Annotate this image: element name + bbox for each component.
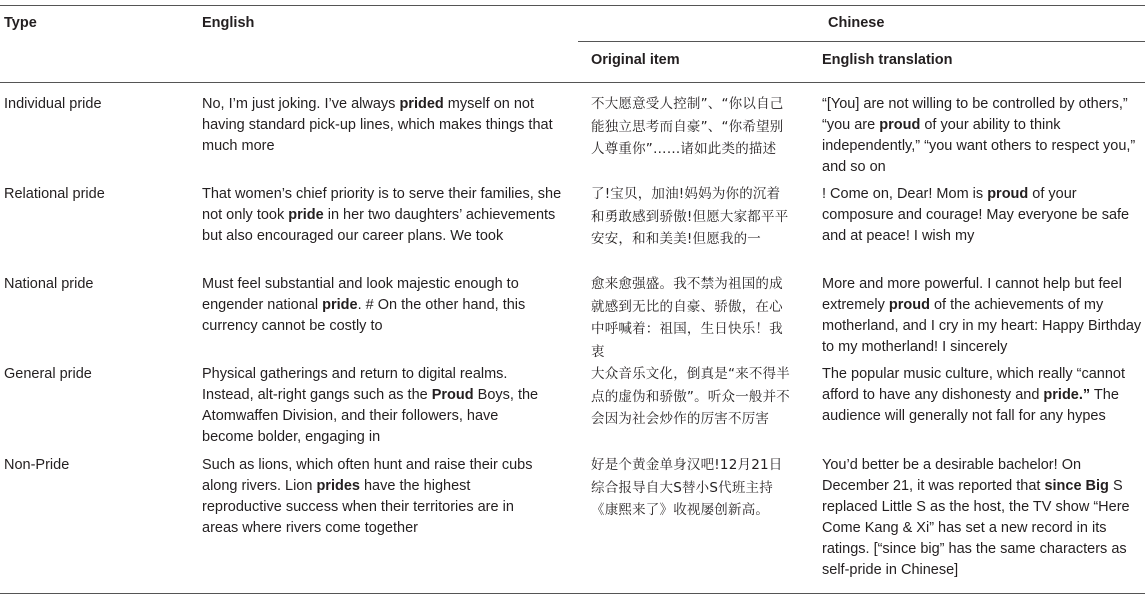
row-5-english-text: Such as lions, which often hunt and raise their cubs along rivers. Lion: [202, 457, 533, 494]
row-1-translation: [822, 94, 1142, 178]
header-english: English: [202, 15, 255, 31]
row-5-english: [202, 455, 542, 539]
row-2-translation: [822, 184, 1140, 247]
row-4-translation: [822, 364, 1144, 427]
row-3-type: National pride: [4, 276, 94, 292]
row-2-english-keyword: pride: [288, 207, 324, 223]
row-2-original: 了!宝贝，加油!妈妈为你的沉着和勇敢感到骄傲!但愿大家都平平安安，和和美美!但愿我的一: [591, 186, 789, 247]
row-4-original: 大众音乐文化，倒真是“来不得半点的虚伪和骄傲”。听众一般并不会因为社会炒作的厉害不厉害: [591, 366, 790, 427]
top-rule: [0, 5, 1145, 6]
row-3-english: [202, 274, 564, 337]
row-3-original: 愈来愈强盛。我不禁为祖国的成就感到无比的自豪、骄傲，在心中呼喊着：祖国，生日快乐！我衷: [591, 276, 783, 360]
row-1-type: Individual pride: [4, 96, 102, 112]
row-5-type: Non-Pride: [4, 457, 70, 473]
row-3-translation-text-tail: of the achievements of my motherland, and I cry in my heart: Happy Birthday to my motherland! I sincerely: [822, 297, 1142, 355]
chinese-subheader-rule: [578, 41, 1145, 42]
row-3-english-text: Must feel substantial and look majestic enough to engender national: [202, 276, 519, 313]
row-5-translation-keyword: since Big: [1044, 478, 1109, 494]
row-3-translation-keyword: proud: [888, 297, 930, 313]
row-5-original: 好是个黄金单身汉吧!12月21日综合报导自大S替小S代班主持《康熙来了》收视屡创新高。: [591, 457, 783, 518]
header-chinese: Chinese: [828, 15, 885, 31]
row-1-translation-text: “[You] are not willing to be controlled by others,” “you are: [822, 96, 1128, 133]
row-1-translation-keyword: proud: [879, 117, 921, 133]
row-2-english: [202, 184, 564, 247]
header-type: Type: [4, 15, 37, 31]
row-2-translation-text: ! Come on, Dear! Mom is: [822, 186, 988, 202]
header-english-translation: English translation: [822, 52, 953, 68]
row-2-translation-text-tail: of your composure and courage! May everyone be safe and at peace! I wish my: [822, 186, 1130, 244]
row-4-type: General pride: [4, 366, 92, 382]
row-5-translation-text-tail: S replaced Little S as the host, the TV show “Here Come Kang & Xi” has set a new record in its ratings. [“since big” has the same characters as self-pride in Chinese]: [822, 478, 1130, 578]
row-4-english-text: Physical gatherings and return to digital realms. Instead, alt-right gangs such as the: [202, 366, 508, 403]
bottom-rule: [0, 593, 1145, 594]
row-5-english-text-tail: have the highest reproductive success when their territories are in areas where rivers come together: [202, 478, 514, 536]
row-2-translation-keyword: proud: [987, 186, 1029, 202]
row-2-english-text: That women’s chief priority is to serve their families, she not only took: [202, 186, 562, 223]
row-5-translation: [822, 455, 1144, 581]
row-1-original: 不大愿意受人控制”、“你以自己能独立思考而自豪”、“你希望别人尊重你”……诸如此类的描述: [591, 96, 784, 157]
row-4-translation-keyword: pride.”: [1043, 387, 1091, 403]
row-1-english-text-tail: myself on not having standard pick-up lines, which makes things that much more: [202, 96, 553, 154]
row-2-type: Relational pride: [4, 186, 105, 202]
row-4-english-text-tail: Boys, the Atomwaffen Division, and their followers, have become bolder, engaging in: [202, 387, 539, 445]
row-4-translation-text-tail: The audience will generally not fall for any hypes: [822, 387, 1119, 424]
row-2-english-text-tail: in her two daughters’ achievements but also encouraged our career plans. We took: [202, 207, 556, 244]
row-1-english-keyword: prided: [399, 96, 444, 112]
row-4-translation-text: The popular music culture, which really “cannot afford to have any dishonesty and: [822, 366, 1126, 403]
row-5-english-keyword: prides: [316, 478, 360, 494]
row-1-english-text: No, I’m just joking. I’ve always: [202, 96, 400, 112]
header-original-item: Original item: [591, 52, 680, 68]
row-3-translation-text: More and more powerful. I cannot help but feel extremely: [822, 276, 1122, 313]
row-4-english: [202, 364, 547, 448]
row-3-english-keyword: pride: [322, 297, 358, 313]
row-5-translation-text: You’d better be a desirable bachelor! On December 21, it was reported that: [822, 457, 1082, 494]
row-3-english-text-tail: . # On the other hand, this currency cannot be costly to: [202, 297, 526, 334]
row-4-english-keyword: Proud: [431, 387, 474, 403]
header-bottom-rule: [0, 82, 1145, 83]
row-1-translation-text-tail: of your ability to think independently,” “you want others to respect you,” and so on: [822, 117, 1136, 175]
row-3-translation: [822, 274, 1144, 358]
row-1-english: [202, 94, 564, 157]
